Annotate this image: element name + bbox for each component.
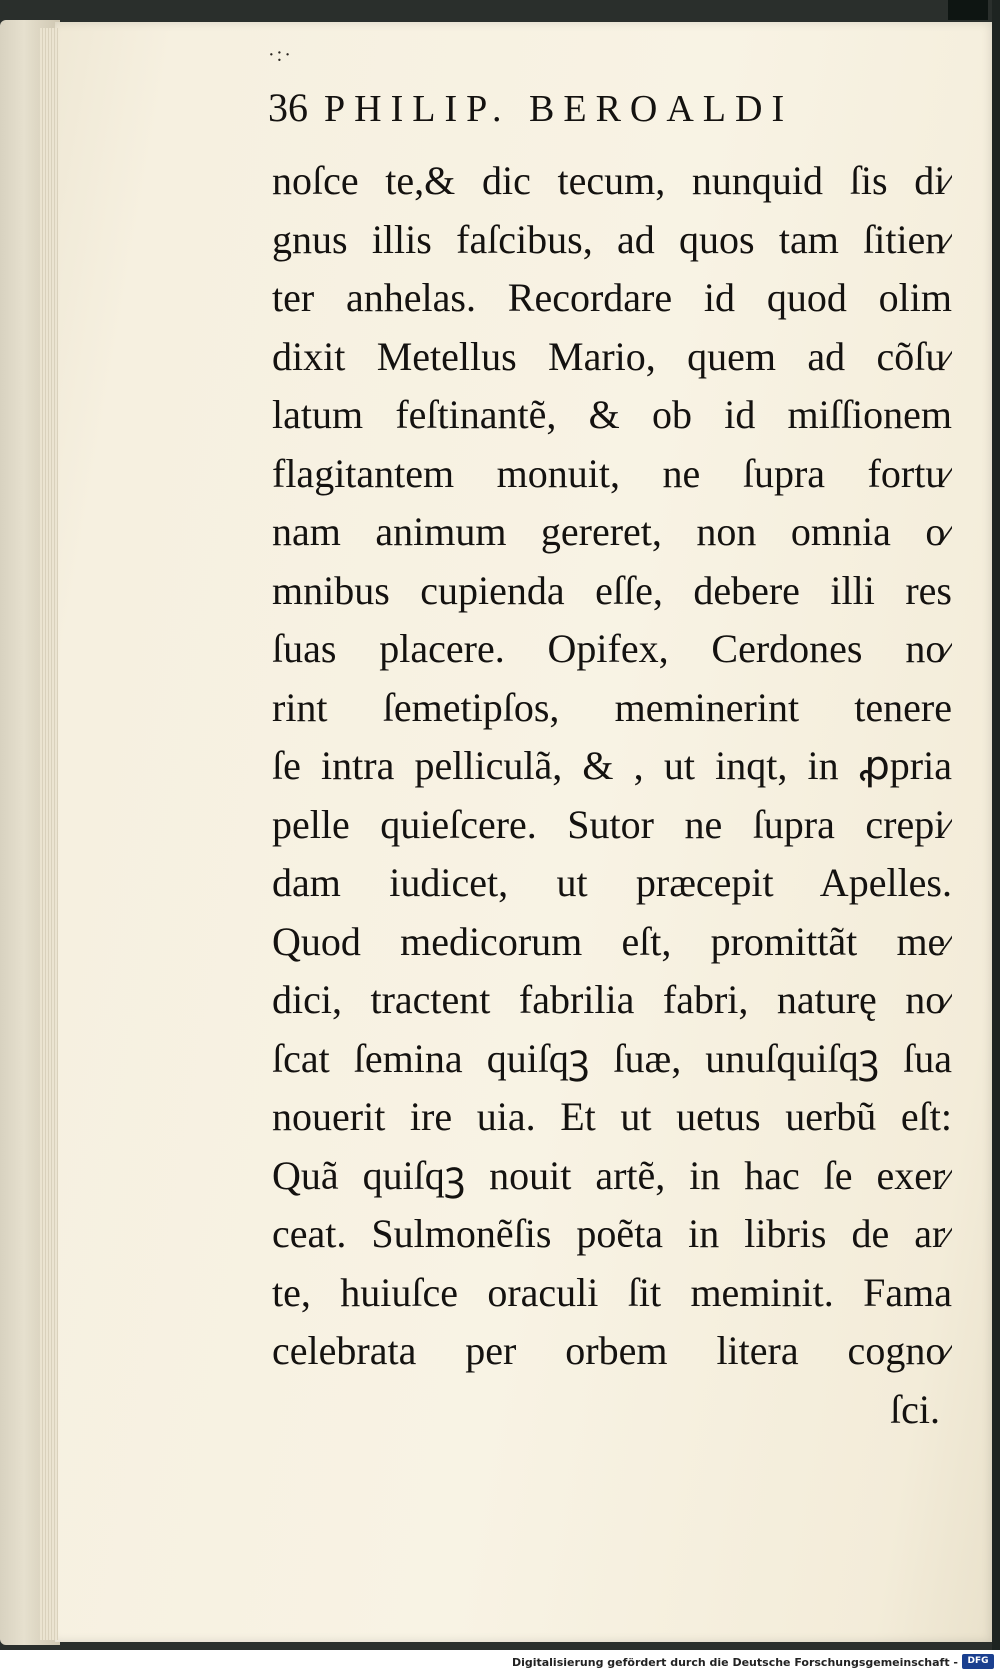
text-line: nouerit ire uia. Et ut uetus uerbũ eſt: (272, 1094, 952, 1139)
running-title: PHILIP. BEROALDI (324, 88, 794, 130)
text-line: nam animum gereret, non omnia o⁄ (272, 509, 952, 554)
text-line: rint ſemetipſos, meminerint tenere (272, 684, 952, 730)
body-text (272, 152, 952, 1439)
scan-edge-marker (948, 0, 988, 20)
text-line: pelle quieſcere. Sutor ne ſupra crepi⁄ (272, 801, 952, 847)
text-line: noſce te,& dic tecum, nunquid ſis di⁄ (272, 158, 952, 203)
text-line: dixit Metellus Mario, quem ad cõſu⁄ (272, 333, 952, 379)
text-line: ſcat ſemina quiſqꝫ ſuæ, unuſquiſqꝫ ſua (272, 1035, 952, 1081)
text-line: flagitantem monuit, ne ſupra fortu⁄ (272, 450, 952, 496)
text-line: ter anhelas. Recordare id quod olim (272, 275, 952, 320)
funding-credit: Digitalisierung gefördert durch die Deutsche Forschungsgemeinschaft - (511, 1656, 958, 1669)
text-line: ſe intra pelliculã, & , ut inqt, in ꝓpria (272, 743, 952, 788)
text-line: celebrata per orbem litera cogno⁄ (272, 1328, 952, 1373)
dfg-logo: DFG (962, 1654, 994, 1669)
text-line: Quã quiſqꝫ nouit artẽ, in hac ſe exer⁄ (272, 1152, 952, 1198)
running-head (268, 84, 948, 144)
text-line: dam iudicet, ut præcepit Apelles. (272, 860, 952, 905)
page-edges (40, 28, 58, 1640)
page-number: 36 (268, 85, 308, 130)
page-ornament: ·:· (268, 44, 293, 66)
text-line: gnus illis faſcibus, ad quos tam ſitien⁄ (272, 216, 952, 262)
text-line: mnibus cupienda eſſe, debere illi res (272, 567, 952, 613)
text-line: te, huiuſce oraculi ſit meminit. Fama (272, 1269, 952, 1315)
text-line: Quod medicorum eſt, promittãt me⁄ (272, 918, 952, 964)
scan-right-edge (992, 0, 1000, 1650)
text-line: dici, tractent fabrilia fabri, naturę no⁄ (272, 977, 952, 1022)
text-line: ſuas placere. Opifex, Cerdones no⁄ (272, 626, 952, 671)
text-line: ceat. Sulmonẽſis poẽta in libris de ar⁄ (272, 1211, 952, 1256)
text-line: latum feſtinantẽ, & ob id miſſionem (272, 392, 952, 437)
catchword: ſci. (890, 1386, 940, 1432)
